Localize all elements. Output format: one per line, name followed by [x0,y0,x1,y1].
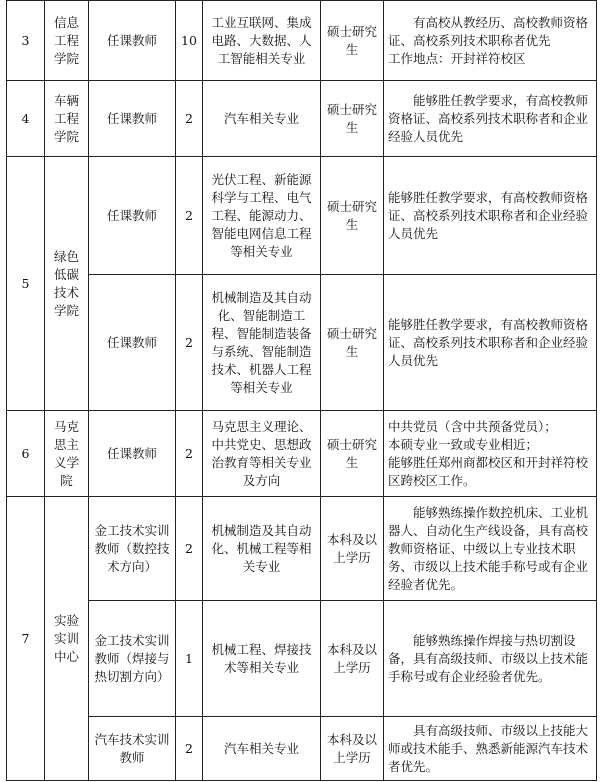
table-row [7,601,597,717]
education-requirement: 硕士研究生 [321,81,384,157]
position-name: 任课教师 [89,157,176,275]
hire-count: 2 [176,411,203,497]
major-requirement: 机械工程、焊接技术等相关专业 [203,601,321,717]
other-requirements: 能够熟练操作数控机床、工业机器人、自动化生产线设备，具有高校教师资格证、中级以上专业技术职务、市级以上技术能手称号或有企业经验者优先。 [384,497,597,601]
education-requirement: 本科及以上学历 [321,497,384,601]
row-number: 3 [7,1,45,81]
major-requirement: 汽车相关专业 [203,81,321,157]
major-requirement: 工业互联网、集成电路、大数据、人工智能相关专业 [203,1,321,81]
position-name: 任课教师 [89,275,176,411]
department-name: 实验实训中心 [45,497,89,781]
row-number: 6 [7,411,45,497]
department-name: 车辆工程学院 [45,81,89,157]
hire-count: 2 [176,497,203,601]
department-name: 绿色低碳技术学院 [45,157,89,411]
row-number: 5 [7,157,45,411]
education-requirement: 本科及以上学历 [321,717,384,781]
other-requirements: 具有高级技师、市级以上技能大师或技术能手、熟悉新能源汽车技术者优先。 [384,717,597,781]
position-name: 任课教师 [89,411,176,497]
hire-count: 2 [176,157,203,275]
table-row [7,1,597,81]
hire-count: 10 [176,1,203,81]
other-requirements: 能够胜任教学要求，有高校教师资格证、高校系列技术职称者和企业经验人员优先 [384,275,597,411]
other-requirements: 有高校从教经历、高校教师资格证、高校系列技术职称者优先 工作地点：开封祥符校区 [384,1,597,81]
other-requirements: 能够胜任教学要求，有高校教师资格证、高校系列技术职称者和企业经验人员优先 [384,157,597,275]
table-row [7,275,597,411]
education-requirement: 本科及以上学历 [321,601,384,717]
hire-count: 1 [176,601,203,717]
major-requirement: 马克思主义理论、中共党史、思想政治教育等相关专业及方向 [203,411,321,497]
education-requirement: 硕士研究生 [321,157,384,275]
education-requirement: 硕士研究生 [321,1,384,81]
hire-count: 2 [176,81,203,157]
hire-count: 2 [176,275,203,411]
other-requirements: 能够胜任教学要求，有高校教师资格证、高校系列技术职称者和企业经验人员优先 [384,81,597,157]
table-row [7,81,597,157]
department-name: 信息工程学院 [45,1,89,81]
other-requirements: 能够熟练操作焊接与热切割设备，具有高级技师、市级以上技术能手称号或有企业经验者优先。 [384,601,597,717]
table-row [7,497,597,601]
table-row [7,717,597,781]
table-row [7,157,597,275]
position-name: 汽车技术实训教师 [89,717,176,781]
other-requirements: 中共党员（含中共预备党员）； 本硕专业一致或专业相近； 能够胜任郑州商都校区和开封祥符校区跨校区工作。 [384,411,597,497]
department-name: 马克思主义学院 [45,411,89,497]
table-row [7,411,597,497]
position-name: 任课教师 [89,81,176,157]
major-requirement: 汽车相关专业 [203,717,321,781]
recruitment-table [6,0,597,781]
row-number: 4 [7,81,45,157]
position-name: 任课教师 [89,1,176,81]
position-name: 金工技术实训教师（焊接与热切割方向） [89,601,176,717]
row-number: 7 [7,497,45,781]
position-name: 金工技术实训教师（数控技术方向） [89,497,176,601]
major-requirement: 机械制造及其自动化、机械工程等相关专业 [203,497,321,601]
major-requirement: 机械制造及其自动化、智能制造工程、智能制造装备与系统、智能制造技术、机器人工程等相关专业 [203,275,321,411]
hire-count: 2 [176,717,203,781]
education-requirement: 硕士研究生 [321,275,384,411]
major-requirement: 光伏工程、新能源科学与工程、电气工程、能源动力、智能电网信息工程等相关专业 [203,157,321,275]
education-requirement: 硕士研究生 [321,411,384,497]
